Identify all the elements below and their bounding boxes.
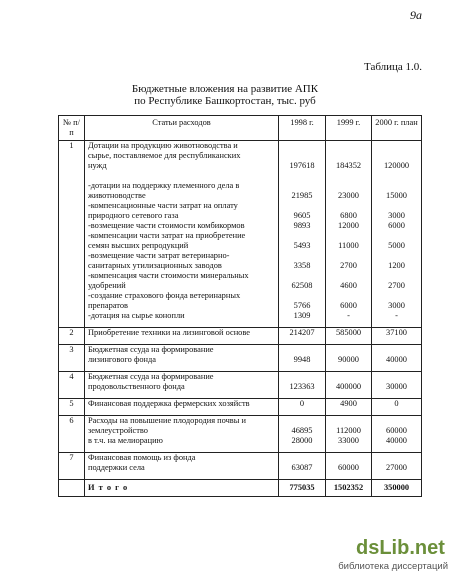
dslib-logo-text: dsLib.net [356,537,445,559]
line-text: сырье, поставляемое для республиканских [88,151,241,160]
line-value [329,141,368,151]
row-1999 [326,141,372,328]
line-text: Дотации на продукцию животноводства и [88,141,238,150]
row-2000 [372,453,422,480]
table-row [59,372,422,399]
line-value: 28000 [291,436,313,445]
line-value: 62508 [291,281,313,290]
line-value: 3000 [388,301,405,310]
row-item [85,416,279,453]
row-1998 [279,399,326,416]
line-value [282,141,322,151]
row-item [85,453,279,480]
line-value: 197618 [289,161,315,170]
total-1998: 775035 [279,480,326,497]
line-value: 60000 [386,426,407,435]
line-text: лизингового фонда [88,355,157,364]
line-text: Приобретение техники на лизинговой основе [88,328,250,337]
line-text: -создание страхового фонда ветеринарных [88,291,241,300]
header-2000: 2000 г. план [372,116,422,141]
line-value: 12000 [338,221,359,230]
line-value [282,453,322,463]
table-title-line1: Бюджетные вложения на развитие АПК [131,83,319,95]
line-value: 90000 [338,355,359,364]
table-row [59,328,422,345]
line-value: 46895 [291,426,313,435]
row-number: 2 [59,328,85,345]
line-value [375,201,418,211]
row-2000 [372,416,422,453]
line-value [282,271,322,281]
line-value: 4900 [340,399,357,408]
line-value: 184352 [335,161,362,170]
line-value [282,181,322,191]
row-item [85,345,279,372]
line-value: 400000 [335,382,362,391]
line-value [375,141,418,151]
header-no: № п/п [59,116,85,141]
table-header-row [59,116,422,141]
table-row [59,453,422,480]
line-value: 2700 [388,281,405,290]
line-value: 21985 [291,191,313,200]
line-text: -дотация на сырье конопли [88,311,185,320]
line-value: 214207 [289,328,315,337]
line-value [375,151,418,161]
line-value: 4600 [340,281,357,290]
row-1999 [326,416,372,453]
line-text: -компенсации части затрат на приобретение [88,231,246,240]
page-number: 9а [410,8,422,22]
line-value [329,416,368,426]
line-value: 5000 [388,241,405,250]
row-1998 [279,345,326,372]
line-text: Бюджетная ссуда на формирование [88,372,214,381]
row-number: 4 [59,372,85,399]
line-text: поддержки села [88,463,145,472]
dslib-caption: библиотека диссертаций [338,561,448,572]
line-value [329,345,368,355]
line-text: природного сетевого газа [88,211,179,220]
line-value: 2700 [340,261,357,270]
line-value [375,345,418,355]
row-1999 [326,372,372,399]
line-value [375,231,418,241]
line-text: нужд [88,161,107,170]
total-1999: 1502352 [326,480,372,497]
line-value [329,201,368,211]
line-value: 3358 [293,261,311,270]
watermark-footer [338,534,448,578]
line-value: 585000 [335,328,362,337]
line-value: 3000 [388,211,405,220]
line-value [282,416,322,426]
budget-table [58,115,422,497]
line-value [375,291,418,301]
line-value [375,453,418,463]
header-item: Статьи расходов [85,116,279,141]
row-2000 [372,141,422,328]
line-value: 9948 [293,355,311,364]
row-number: 3 [59,345,85,372]
line-text: Бюджетная ссуда на формирование [88,345,214,354]
row-1999 [326,345,372,372]
line-value: 27000 [386,463,407,472]
line-value [282,372,322,382]
line-text: землеустройство [88,426,148,435]
line-text: Финансовая помощь из фонда [88,453,196,462]
line-value: 23000 [338,191,359,200]
line-value [329,372,368,382]
line-value [375,171,418,181]
line-value: 33000 [338,436,359,445]
line-value: 37100 [386,328,407,337]
line-value [282,171,322,181]
row-1999 [326,399,372,416]
line-text: удобрений [88,281,126,290]
line-value [329,231,368,241]
line-value [329,291,368,301]
line-text: санитарных утилизационных заводов [88,261,222,270]
line-value: 11000 [338,241,359,250]
line-value: 40000 [386,436,407,445]
row-1999 [326,453,372,480]
row-item [85,141,279,328]
line-value [282,201,322,211]
line-value [329,453,368,463]
row-item [85,372,279,399]
line-value: 9605 [293,211,311,220]
row-2000 [372,328,422,345]
line-value: 1309 [293,311,311,320]
total-2000: 350000 [372,480,422,497]
line-value: 15000 [386,191,407,200]
line-value [375,416,418,426]
line-value [282,231,322,241]
line-value: 63087 [291,463,313,472]
table-row [59,345,422,372]
line-value: 6000 [388,221,405,230]
line-value: 1200 [388,261,405,270]
dslib-logo [350,534,448,560]
line-value: 9893 [293,221,311,230]
line-value: 30000 [386,382,407,391]
line-value [282,345,322,355]
row-number: 7 [59,453,85,480]
line-value: 5493 [293,241,311,250]
line-text: в т.ч. на мелиорацию [88,436,163,445]
table-title-line2: по Республике Башкортостан, тыс. руб [134,95,316,107]
table-row [59,399,422,416]
line-text: -возмещение части стоимости комбикормов [88,221,245,230]
table-body [59,141,422,497]
line-value [375,251,418,261]
table-reference: Таблица 1.0. [364,61,423,73]
table-row [59,416,422,453]
row-1998 [279,328,326,345]
row-number: 6 [59,416,85,453]
line-text: продовольственного фонда [88,382,185,391]
table-row [59,141,422,328]
row-2000 [372,372,422,399]
line-value [329,151,368,161]
line-text: семян высших репродукций [88,241,189,250]
line-value: 40000 [386,355,407,364]
line-value: 6800 [340,211,357,220]
row-1998 [279,372,326,399]
line-value: 60000 [338,463,359,472]
row-1998 [279,453,326,480]
line-value [329,271,368,281]
header-1998: 1998 г. [279,116,326,141]
line-text: животноводстве [88,191,146,200]
row-item [85,399,279,416]
line-text: -компенсационные части затрат на оплату [88,201,238,210]
line-value [282,151,322,161]
line-text: -компенсация части стоимости минеральных [88,271,249,280]
row-2000 [372,399,422,416]
line-value: 112000 [336,426,361,435]
line-value [375,372,418,382]
line-text: -дотации на поддержку племенного дела в [88,181,240,190]
line-text: -возмещение части затрат ветеринарно- [88,251,230,260]
header-1999: 1999 г. [326,116,372,141]
line-text: Финансовая поддержка фермерских хозяйств [88,399,250,408]
row-1998 [279,141,326,328]
row-item [85,328,279,345]
line-text: препаратов [88,301,128,310]
row-number: 5 [59,399,85,416]
row-1998 [279,416,326,453]
total-row [59,480,422,497]
line-value: 6000 [340,301,357,310]
row-1999 [326,328,372,345]
line-value: - [347,311,350,320]
line-text [88,171,275,181]
line-value: 123363 [289,382,315,391]
row-number: 1 [59,141,85,328]
line-value [375,271,418,281]
line-value: 0 [394,399,399,408]
line-value: 5766 [293,301,311,310]
total-label: И т о г о [85,480,279,497]
line-value: 120000 [383,161,410,170]
line-value [329,171,368,181]
line-value [282,251,322,261]
row-2000 [372,345,422,372]
total-no [59,480,85,497]
line-value: - [395,311,398,320]
line-text: Расходы на повышение плодородия почвы и [88,416,246,425]
line-value: 0 [299,399,305,408]
line-value [329,251,368,261]
line-value [329,181,368,191]
line-value [282,291,322,301]
line-value [375,181,418,191]
